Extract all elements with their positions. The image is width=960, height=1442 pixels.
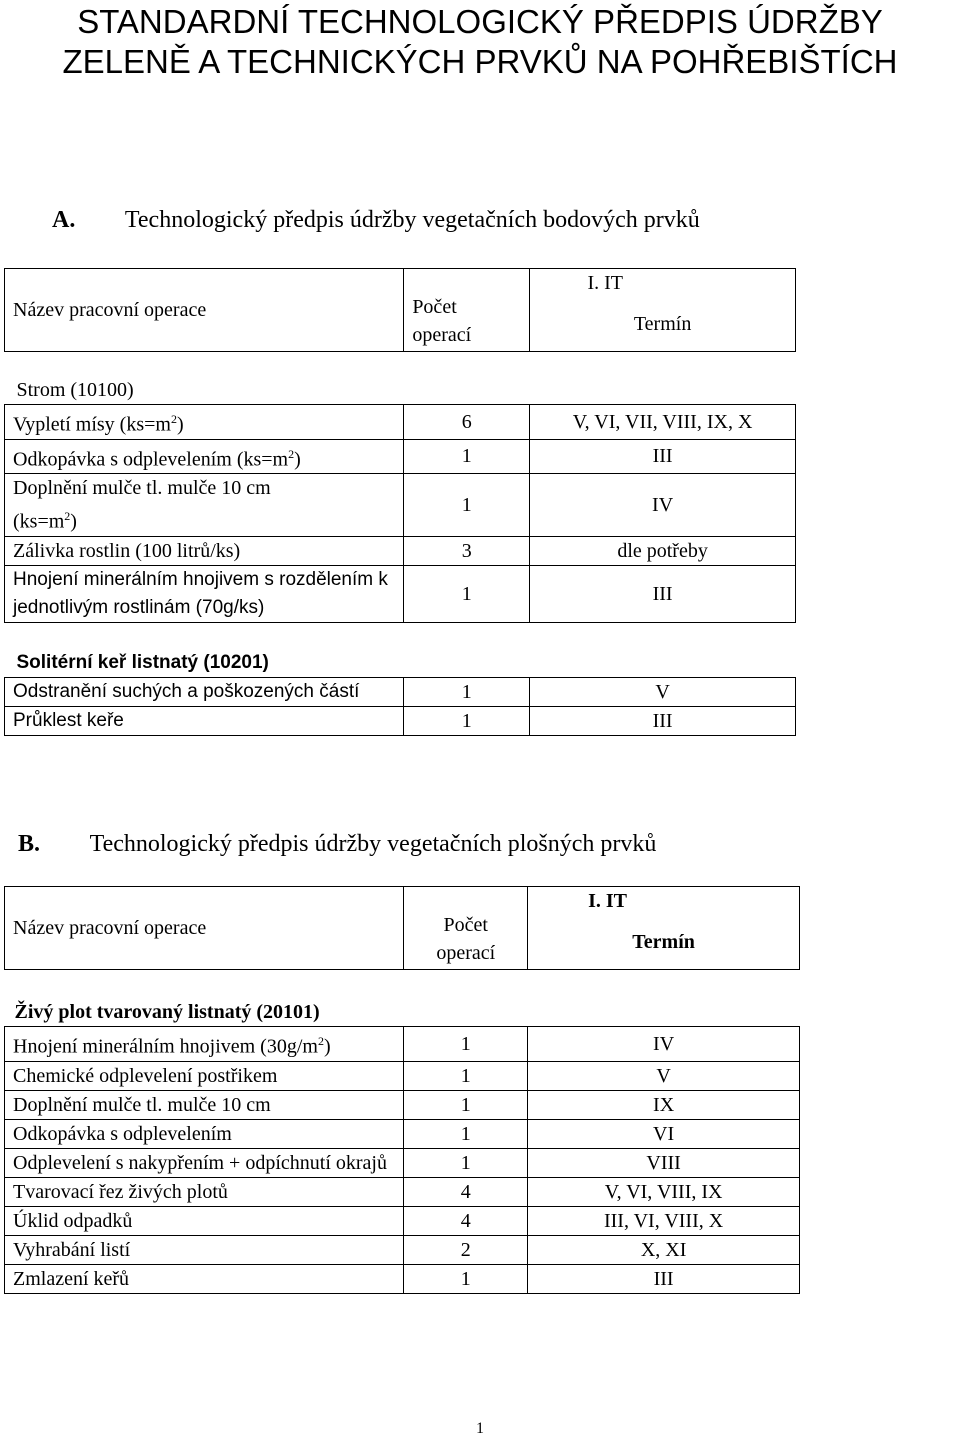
section-a-letter: A. bbox=[52, 207, 76, 233]
table-a-header bbox=[5, 269, 796, 352]
table-a bbox=[4, 268, 796, 736]
document-title bbox=[0, 2, 960, 82]
section-b-letter: B. bbox=[18, 831, 41, 857]
term-cell: IX bbox=[528, 1090, 800, 1119]
term-cell: IV bbox=[530, 474, 796, 537]
header-it: I. IT bbox=[588, 890, 627, 912]
table-b-header bbox=[5, 887, 800, 970]
term-cell: IV bbox=[528, 1027, 800, 1062]
header-count-line2: operací bbox=[436, 942, 496, 964]
operation-cell: Průklest keře bbox=[5, 706, 404, 735]
header-operation-name: Název pracovní operace bbox=[5, 887, 404, 970]
operation-cell: Vypletí mísy $(ks=m^2)$ bbox=[5, 405, 404, 440]
table-row bbox=[5, 677, 796, 706]
section-b-heading bbox=[18, 829, 656, 859]
operation-cell: Tvarovací řez živých plotů bbox=[5, 1177, 404, 1206]
group-title-strom: Strom (10100) bbox=[16, 379, 134, 401]
term-cell: VIII bbox=[528, 1148, 800, 1177]
term-cell: V bbox=[530, 677, 796, 706]
header-term-cell bbox=[530, 269, 796, 352]
table-row bbox=[5, 1119, 800, 1148]
section-a-heading bbox=[52, 205, 700, 235]
count-cell: 1 bbox=[404, 1119, 528, 1148]
term-cell: III bbox=[530, 439, 796, 474]
header-operation-name: Název pracovní operace bbox=[5, 269, 404, 352]
section-a-title: Technologický předpis údržby vegetačních bodových prvků bbox=[124, 207, 700, 233]
operation-cell: Odkopávka s odplevelením $(ks=m^2)$ bbox=[5, 439, 404, 474]
header-it: I. IT bbox=[587, 272, 623, 294]
count-cell: 1 bbox=[404, 1264, 528, 1293]
header-count-line2: operací bbox=[412, 324, 472, 346]
group-title-row bbox=[5, 998, 800, 1027]
term-cell: III bbox=[528, 1264, 800, 1293]
count-cell: 1 bbox=[404, 565, 530, 622]
count-cell: 6 bbox=[404, 405, 530, 440]
term-cell: VI bbox=[528, 1119, 800, 1148]
title-line-1: STANDARDNÍ TECHNOLOGICKÝ PŘEDPIS ÚDRŽBY bbox=[77, 3, 883, 40]
operation-cell: Hnojení minerálním hnojivem s rozdělením k jednotlivým rostlinám (70g/ks) bbox=[5, 565, 404, 622]
section-b-title: Technologický předpis údržby vegetačních plošných prvků bbox=[89, 831, 657, 857]
operation-cell: Úklid odpadků bbox=[5, 1206, 404, 1235]
operation-cell: Odplevelení s nakypřením + odpíchnutí okrajů bbox=[5, 1148, 404, 1177]
table-row bbox=[5, 405, 796, 440]
header-count-line1: Počet bbox=[412, 296, 457, 318]
table-row bbox=[5, 1177, 800, 1206]
term-cell: V, VI, VIII, IX bbox=[528, 1177, 800, 1206]
operation-cell: Doplnění mulče tl. mulče 10 cm bbox=[5, 1090, 404, 1119]
count-cell: 1 bbox=[404, 677, 530, 706]
header-count bbox=[404, 887, 528, 970]
count-cell: 1 bbox=[404, 706, 530, 735]
title-line-2: ZELENĚ A TECHNICKÝCH PRVKŮ NA POHŘEBIŠTÍCH bbox=[62, 43, 898, 80]
operation-cell: Hnojení minerálním hnojivem $(30g/m^2)$ bbox=[5, 1027, 404, 1062]
table-row bbox=[5, 706, 796, 735]
table-row bbox=[5, 1206, 800, 1235]
table-row bbox=[5, 1264, 800, 1293]
table-row bbox=[5, 536, 796, 565]
table-row bbox=[5, 1235, 800, 1264]
header-term-cell bbox=[528, 887, 800, 970]
term-cell: X, XI bbox=[528, 1235, 800, 1264]
count-cell: 4 bbox=[404, 1206, 528, 1235]
term-cell: V, VI, VII, VIII, IX, X bbox=[530, 405, 796, 440]
term-cell: III, VI, VIII, X bbox=[528, 1206, 800, 1235]
operation-cell: Chemické odplevelení postřikem bbox=[5, 1061, 404, 1090]
count-cell: 1 bbox=[404, 439, 530, 474]
count-cell: 1 bbox=[404, 1027, 528, 1062]
operation-cell: Vyhrabání listí bbox=[5, 1235, 404, 1264]
table-row bbox=[5, 1090, 800, 1119]
group-title-solitaire: Solitérní keř listnatý (10201) bbox=[16, 651, 269, 673]
header-count-line1: Počet bbox=[443, 914, 488, 936]
count-cell: 1 bbox=[404, 1090, 528, 1119]
count-cell: 1 bbox=[404, 1148, 528, 1177]
term-cell: III bbox=[530, 565, 796, 622]
page-number: 1 bbox=[476, 1420, 484, 1437]
operation-cell: Odstranění suchých a poškozených částí bbox=[5, 677, 404, 706]
group-title-hedge: Živý plot tvarovaný listnatý (20101) bbox=[14, 1001, 320, 1023]
operation-cell: Zmlazení keřů bbox=[5, 1264, 404, 1293]
header-term: Termín bbox=[633, 313, 692, 335]
table-b bbox=[4, 886, 800, 1294]
group-title-row bbox=[5, 649, 796, 678]
table-row bbox=[5, 439, 796, 474]
term-cell: III bbox=[530, 706, 796, 735]
count-cell: 3 bbox=[404, 536, 530, 565]
count-cell: 1 bbox=[404, 474, 530, 537]
table-row bbox=[5, 1148, 800, 1177]
term-cell: V bbox=[528, 1061, 800, 1090]
table-row bbox=[5, 1027, 800, 1062]
header-term: Termín bbox=[632, 931, 695, 953]
table-row bbox=[5, 474, 796, 537]
count-cell: 2 bbox=[404, 1235, 528, 1264]
table-row bbox=[5, 565, 796, 622]
term-cell: dle potřeby bbox=[530, 536, 796, 565]
count-cell: 4 bbox=[404, 1177, 528, 1206]
operation-cell: Odkopávka s odplevelením bbox=[5, 1119, 404, 1148]
count-cell: 1 bbox=[404, 1061, 528, 1090]
header-count bbox=[404, 269, 530, 352]
group-title-row bbox=[5, 376, 796, 405]
table-row bbox=[5, 1061, 800, 1090]
operation-cell: Zálivka rostlin (100 litrů/ks) bbox=[5, 536, 404, 565]
operation-cell: Doplnění mulče tl. mulče 10 cm $(ks=m^2)$ bbox=[5, 474, 404, 537]
